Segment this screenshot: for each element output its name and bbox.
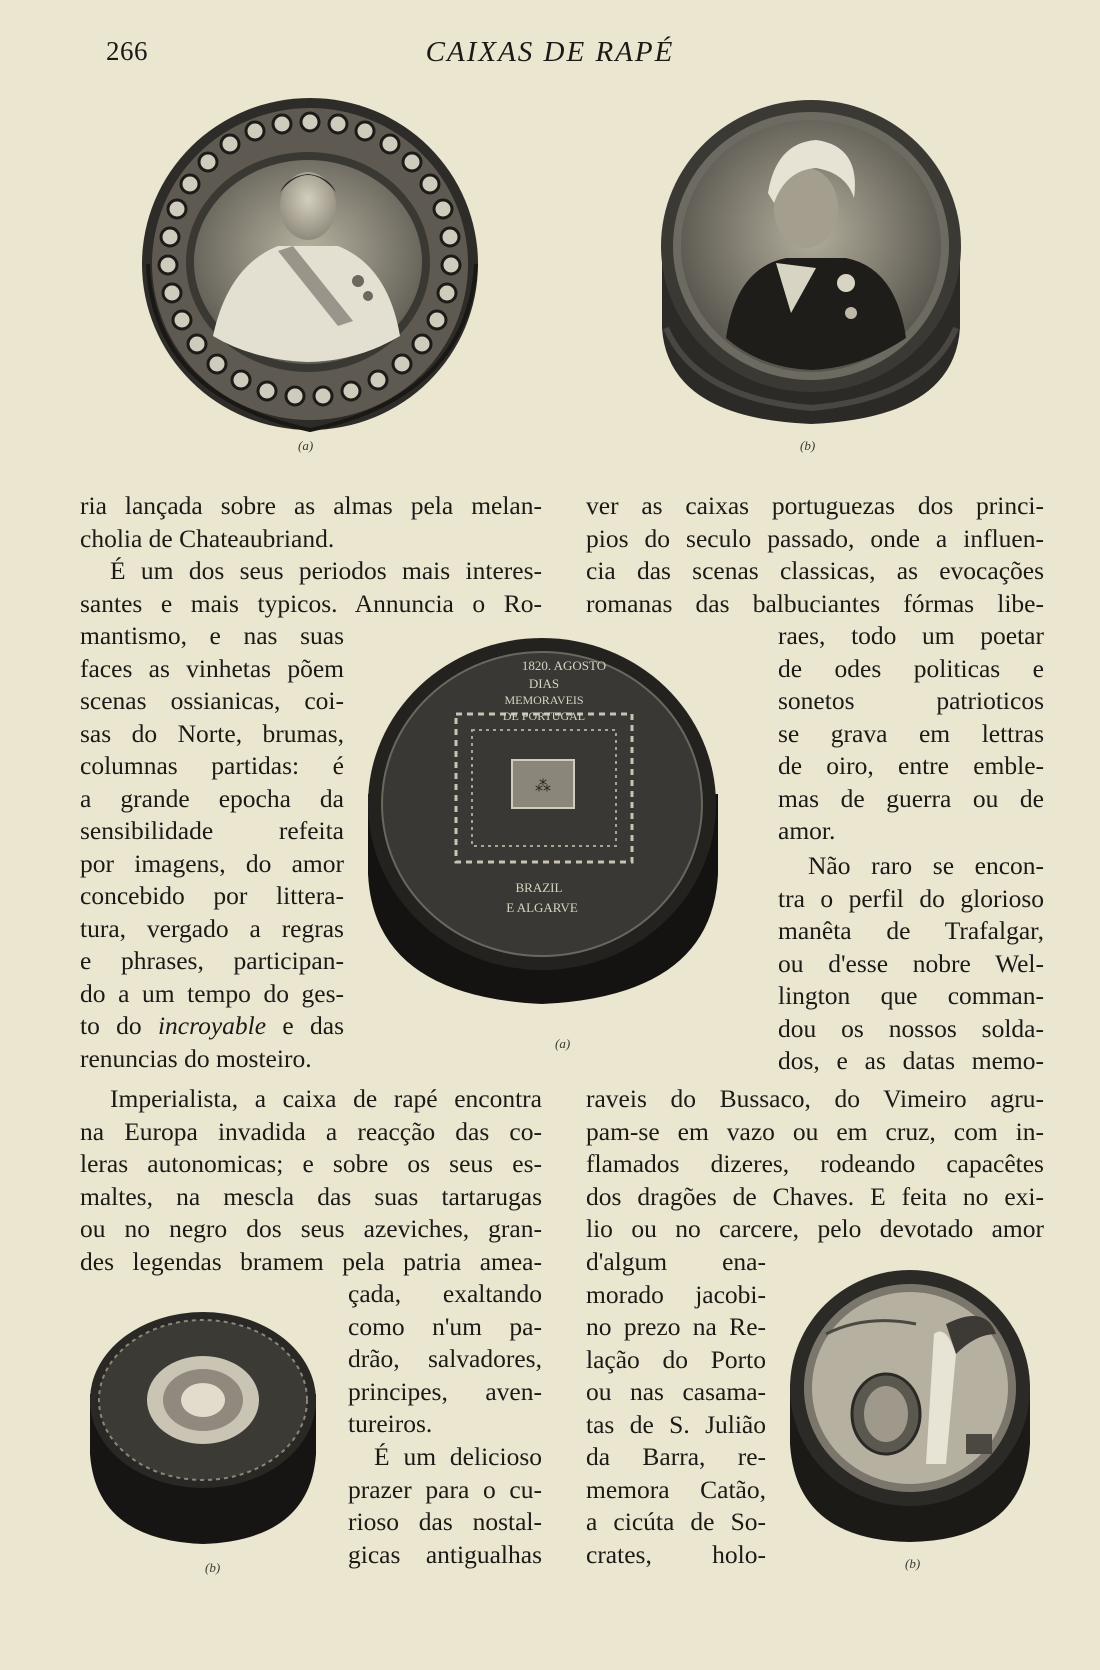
text-line: ver as caixas portuguezas dos princi- xyxy=(586,491,1044,520)
text-line: a grande epocha da xyxy=(80,783,344,813)
text-line: ou no negro dos seus azeviches, gran- xyxy=(80,1214,542,1243)
left-para-3-full xyxy=(80,1083,542,1278)
text-line: ou d'esse nobre Wel- xyxy=(778,948,1044,978)
text-line: como n'um pa- xyxy=(348,1311,542,1341)
text-line: do a um tempo do ges- xyxy=(80,978,344,1008)
box-inscription-portugal: DE PORTUGAL xyxy=(502,709,586,723)
text-line: drão, salvadores, xyxy=(348,1344,542,1373)
text-line: pam-se em vazo ou em cruz, com in- xyxy=(586,1116,1044,1146)
text-line: tas de S. Julião xyxy=(586,1409,766,1439)
text-line: É um delicioso xyxy=(374,1442,542,1471)
box-inscription-top: 1820. AGOSTO xyxy=(521,658,607,673)
text-line: de oiro, entre emble- xyxy=(778,751,1044,780)
text-line: na Europa invadida a reacção das co- xyxy=(80,1116,542,1146)
text-line: çada, exaltando xyxy=(348,1279,542,1308)
right-para-2-full xyxy=(586,1083,1044,1246)
text-line: da Barra, re- xyxy=(586,1442,766,1471)
text-line: por imagens, do amor xyxy=(80,848,344,878)
text-line: lington que comman- xyxy=(778,981,1044,1010)
right-para-2-narrow-2 xyxy=(586,1246,766,1571)
text-line: romanas das balbuciantes fórmas libe- xyxy=(586,588,1044,618)
text-line: e phrases, participan- xyxy=(80,946,344,975)
text-line: manêta de Trafalgar, xyxy=(778,916,1044,945)
text-line: sas do Norte, brumas, xyxy=(80,718,344,748)
right-para-2-narrow xyxy=(778,850,1044,1078)
text-line: concebido por littera- xyxy=(80,881,344,910)
right-para-1-full xyxy=(586,490,1044,620)
caption-top-left: (a) xyxy=(298,438,314,453)
text-line: gicas antigualhas xyxy=(348,1539,542,1569)
text-line: prazer para o cu- xyxy=(348,1474,542,1504)
italic-word: incroyable xyxy=(157,1011,267,1040)
text-line: rioso das nostal- xyxy=(348,1507,542,1536)
text-line: sonetos patrioticos xyxy=(778,686,1044,715)
text-line: morado jacobi- xyxy=(586,1279,766,1309)
left-para-2-narrow xyxy=(80,620,344,1075)
text-line: maltes, na mescla das suas tartarugas xyxy=(80,1181,542,1211)
text-line: dou os nossos solda- xyxy=(778,1013,1044,1043)
text-line: tureiros. xyxy=(348,1409,433,1438)
text-line: tura, vergado a regras xyxy=(80,913,344,943)
right-para-1-narrow xyxy=(778,620,1044,848)
page-number: 266 xyxy=(106,36,148,66)
svg-text:⁂: ⁂ xyxy=(535,778,551,795)
text-line: tra o perfil do glorioso xyxy=(778,883,1044,913)
text-line: ria lançada sobre as almas pela melan- xyxy=(80,491,542,520)
text-line: ou nas casama- xyxy=(586,1377,766,1406)
text-line: raveis do Bussaco, do Vimeiro agru- xyxy=(586,1084,1044,1113)
box-inscription-memoraveis: MEMORAVEIS xyxy=(504,693,584,707)
text-line: raes, todo um poetar xyxy=(778,621,1044,650)
text-line: de odes politicas e xyxy=(778,653,1044,683)
text-line: santes e mais typicos. Annuncia o Ro- xyxy=(80,588,542,618)
text-line: amor. xyxy=(778,816,836,845)
snuffbox-illustration-top-left xyxy=(138,96,488,436)
left-para-1 xyxy=(80,490,542,555)
caption-middle: (a) xyxy=(555,1036,571,1051)
text-line: memora Catão, xyxy=(586,1474,766,1504)
box-inscription-dias: DIAS xyxy=(528,676,560,691)
box-inscription-brazil: BRAZIL xyxy=(515,880,563,895)
left-para-4-narrow xyxy=(348,1441,542,1571)
text-line: no prezo na Re- xyxy=(586,1312,766,1341)
text-line: to do incroyable e das xyxy=(80,1011,344,1040)
text-line: É um dos seus periodos mais interes- xyxy=(110,556,542,585)
text-line: lio ou no carcere, pelo devotado amor xyxy=(586,1214,1044,1243)
caption-bottom-right: (b) xyxy=(905,1556,921,1571)
text-line: sensibilidade refeita xyxy=(80,816,344,845)
text-line: mantismo, e nas suas xyxy=(80,621,344,650)
text-line: cholia de Chateaubriand. xyxy=(80,523,335,553)
text-line: scenas ossianicas, coi- xyxy=(80,686,344,715)
caption-bottom-left: (b) xyxy=(205,1560,221,1575)
text-line: des legendas bramem pela patria amea- xyxy=(80,1246,542,1276)
text-line: principes, aven- xyxy=(348,1376,542,1406)
text-line: Imperialista, a caixa de rapé encontra xyxy=(110,1084,542,1113)
text-line: faces as vinhetas põem xyxy=(80,653,344,683)
text-line: dos dragões de Chaves. E feita no exi- xyxy=(586,1181,1044,1211)
text-line: se grava em lettras xyxy=(778,718,1044,748)
text-line: columnas partidas: é xyxy=(80,751,344,780)
text-line: lação do Porto xyxy=(586,1344,766,1374)
text-line: mas de guerra ou de xyxy=(778,783,1044,813)
running-title: CAIXAS DE RAPÉ xyxy=(425,36,675,68)
snuffbox-illustration-bottom-left xyxy=(86,1304,320,1548)
left-para-2-full xyxy=(80,555,542,620)
text-line: a cicúta de So- xyxy=(586,1507,766,1536)
text-line: pios do seculo passado, onde a influen- xyxy=(586,523,1044,553)
snuffbox-illustration-bottom-right xyxy=(786,1264,1034,1544)
text-line: Não raro se encon- xyxy=(808,851,1044,880)
box-inscription-algarve: E ALGARVE xyxy=(506,900,578,915)
left-para-3-narrow xyxy=(348,1278,542,1441)
text-line: crates, holo- xyxy=(586,1539,766,1569)
text-line: d'algum ena- xyxy=(586,1247,766,1276)
snuffbox-illustration-middle xyxy=(364,634,724,1008)
text-line: flamados dizeres, rodeando capacêtes xyxy=(586,1149,1044,1178)
snuffbox-illustration-top-right xyxy=(656,98,966,428)
text-line: renuncias do mosteiro. xyxy=(80,1043,312,1073)
text-line: leras autonomicas; e sobre os seus es- xyxy=(80,1149,542,1178)
text-line: cia das scenas classicas, as evocações xyxy=(586,556,1044,585)
text-line: dos, e as datas memo- xyxy=(778,1046,1044,1075)
caption-top-right: (b) xyxy=(800,438,816,453)
